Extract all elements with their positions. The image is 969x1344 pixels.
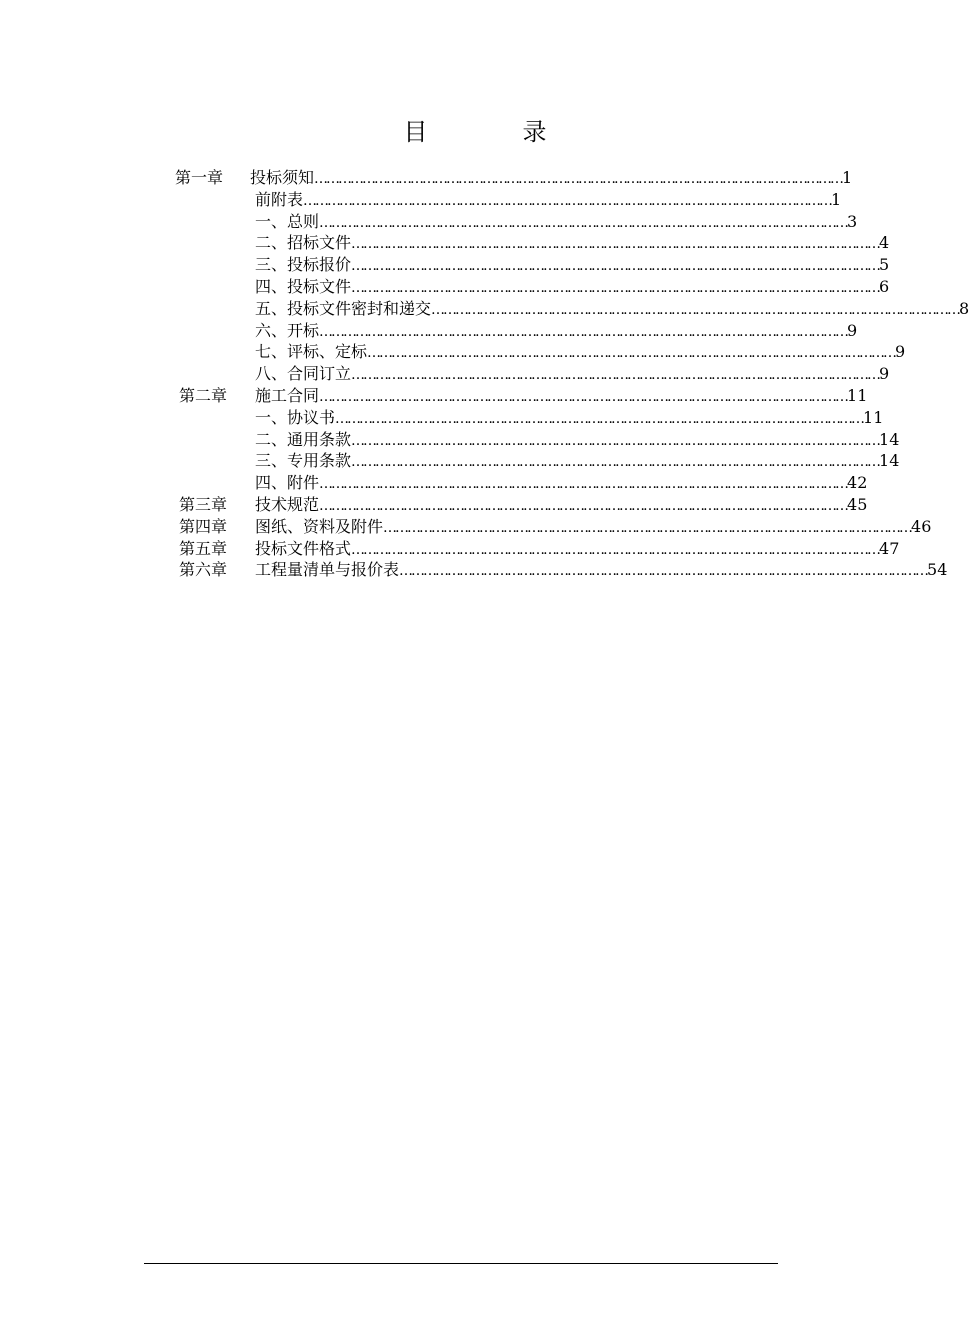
toc-entry-title: 五、投标文件密封和递交 [255,298,432,318]
toc-page-number: 5 [879,255,890,275]
toc-dot-leader: …………………………………………………………………………………………………………………… [367,345,896,362]
toc-dot-leader: …………………………………………………………………………………………………………………… [351,541,880,558]
title-char-1: 目 [403,118,428,146]
toc-entry-title: 投标文件格式 [255,538,352,558]
toc-entry-title: 六、开标 [255,320,320,340]
toc-row [0,516,950,538]
toc-page-number: 46 [911,516,932,536]
toc-row [0,276,950,298]
toc-chapter-label: 第三章 [179,495,228,514]
toc-page-number: 54 [927,560,948,580]
toc-page-number: 9 [847,320,858,340]
toc-entry[interactable] [255,341,906,364]
toc-dot-leader: …………………………………………………………………………………………………………………… [303,192,832,209]
toc-dot-leader: …………………………………………………………………………………………………………………… [319,214,848,231]
toc-entry-title: 八、合同订立 [255,364,352,384]
toc-dot-leader: …………………………………………………………………………………………………………………… [351,432,880,449]
toc-page-number: 3 [847,211,858,231]
toc-row [0,232,950,254]
toc-page-number: 45 [847,495,868,514]
toc-row [0,494,950,516]
toc-page-number: 1 [842,168,853,187]
toc-entry-title: 前附表 [255,189,304,209]
toc-entry[interactable] [255,538,900,561]
toc-entry-title: 施工合同 [255,386,320,405]
toc-row [0,363,950,385]
footer-divider [144,1263,778,1264]
toc-row [0,472,950,494]
toc-entry-title: 一、协议书 [255,407,336,427]
toc-row [0,341,950,363]
toc-entry[interactable] [255,254,890,277]
toc-entry[interactable] [255,232,890,255]
toc-row [0,298,969,320]
toc-page-number: 47 [879,538,900,558]
toc-dot-leader: …………………………………………………………………………………………………………………… [351,258,880,275]
toc-row [0,385,950,407]
toc-entry-title: 二、通用条款 [255,429,352,449]
toc-entry[interactable] [255,385,868,408]
toc-dot-leader: …………………………………………………………………………………………………………………… [399,563,928,580]
toc-row [0,167,950,189]
toc-entry-title: 七、评标、定标 [255,342,368,362]
toc-entry-title: 工程量清单与报价表 [255,560,400,580]
toc-page-number: 11 [847,386,868,405]
page-title [0,114,950,150]
toc-dot-leader: …………………………………………………………………………………………………………………… [351,280,880,296]
toc-dot-leader: …………………………………………………………………………………………………………………… [319,476,848,493]
toc-entry-title: 一、总则 [255,211,320,231]
toc-dot-leader: …………………………………………………………………………………………………………………… [431,301,960,318]
toc-dot-leader: …………………………………………………………………………………………………………………… [319,498,848,514]
toc-entry[interactable] [255,276,890,299]
toc-entry[interactable] [255,298,969,321]
toc-page-number: 6 [879,277,890,296]
toc-page-number: 14 [879,429,900,449]
toc-page-number: 8 [959,298,969,318]
toc-entry-title: 技术规范 [255,495,320,514]
toc-row [0,320,950,342]
toc-row [0,407,950,429]
toc-entry-title: 二、招标文件 [255,233,352,253]
toc-dot-leader: …………………………………………………………………………………………………………………… [351,236,880,253]
toc-entry-title: 三、专用条款 [255,451,352,471]
toc-entry-title: 图纸、资料及附件 [255,516,384,536]
toc-entry[interactable] [255,363,890,386]
toc-dot-leader: …………………………………………………………………………………………………………………… [314,171,843,187]
toc-entry-title: 投标须知 [250,168,315,187]
toc-entry-title: 三、投标报价 [255,255,352,275]
toc-page-number: 11 [863,407,884,427]
toc-row [0,189,950,211]
toc-dot-leader: …………………………………………………………………………………………………………………… [335,410,864,427]
toc-page-number: 14 [879,451,900,471]
toc-row [0,211,950,233]
toc-entry[interactable] [255,189,842,212]
toc-entry[interactable] [255,450,900,473]
toc-entry[interactable] [255,407,884,430]
toc-entry[interactable] [255,494,868,517]
toc-page-number: 9 [895,342,906,362]
toc-page-number: 1 [831,189,842,209]
toc-entry-title: 四、附件 [255,473,320,493]
toc-entry[interactable] [255,429,900,452]
toc-chapter-label: 第四章 [179,516,228,536]
toc-entry-title: 四、投标文件 [255,277,352,296]
toc-entry[interactable] [250,167,853,190]
toc-dot-leader: …………………………………………………………………………………………………………………… [319,323,848,340]
toc-row [0,254,950,276]
toc-page-number: 42 [847,473,868,493]
toc-entry[interactable] [255,211,858,234]
title-char-2: 录 [522,118,547,146]
toc-row [0,429,950,451]
toc-chapter-label: 第一章 [175,168,224,187]
toc-entry[interactable] [255,559,948,582]
toc-row [0,559,950,581]
toc-entry[interactable] [255,516,932,539]
toc-row [0,450,950,472]
toc-dot-leader: …………………………………………………………………………………………………………………… [383,519,912,536]
toc-entry[interactable] [255,320,858,343]
toc-row [0,538,950,560]
toc-chapter-label: 第六章 [179,560,228,580]
toc-entry[interactable] [255,472,868,495]
toc-dot-leader: …………………………………………………………………………………………………………………… [351,454,880,471]
toc-dot-leader: …………………………………………………………………………………………………………………… [319,389,848,405]
toc-page-number: 4 [879,233,890,253]
toc-chapter-label: 第五章 [179,538,228,558]
toc-chapter-label: 第二章 [179,386,228,405]
toc-page-number: 9 [879,364,890,384]
toc-dot-leader: …………………………………………………………………………………………………………………… [351,367,880,384]
